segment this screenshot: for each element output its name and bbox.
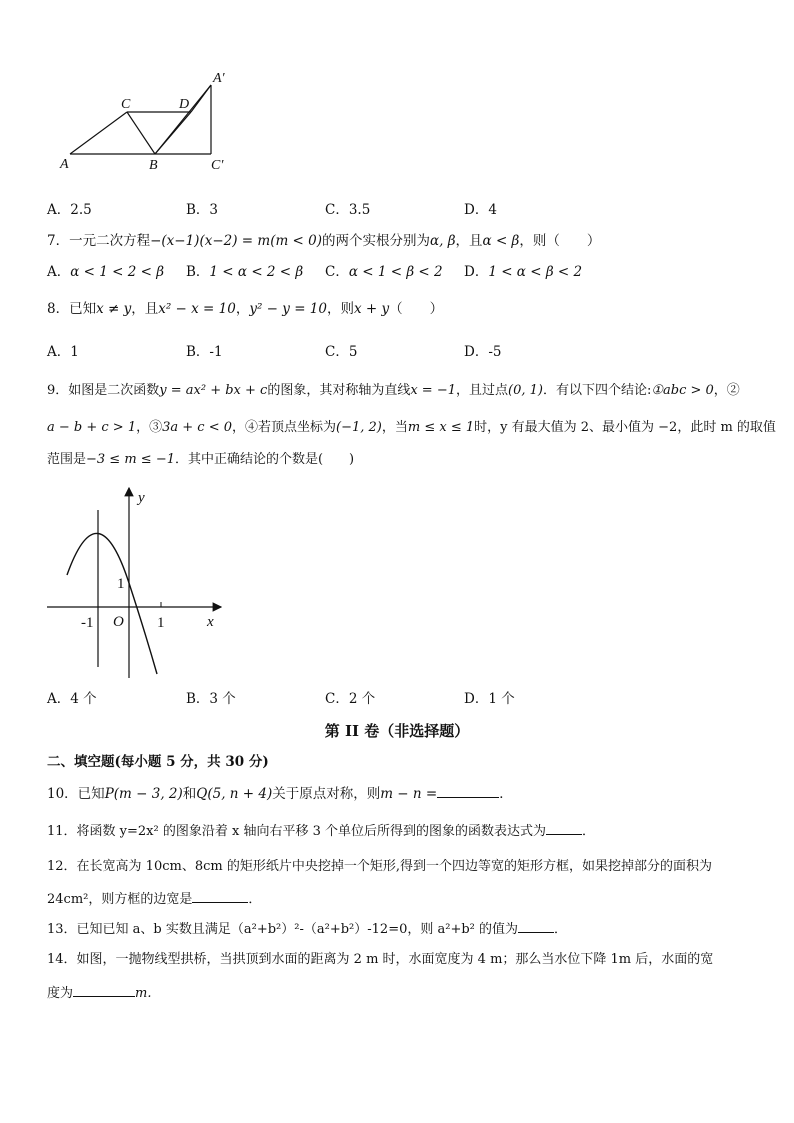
label-C-prime: C′ <box>211 158 224 173</box>
segment-B-Ap <box>155 85 211 154</box>
q8-option-b[interactable]: B．-1 <box>186 344 223 360</box>
q9-stem-line3: 范围是−3 ≤ m ≤ −1．其中正确结论的个数是( ) <box>47 452 355 467</box>
section2-title: 二、填空题(每小题 5 分，共 30 分) <box>47 754 269 770</box>
q8-option-d[interactable]: D．-5 <box>464 344 502 360</box>
q7-option-b[interactable]: B．1 < α < 2 < β <box>186 264 304 280</box>
q10-stem: 10．已知P(m − 3, 2)和Q(5, n + 4)关于原点对称，则m − n = ． <box>47 783 513 804</box>
label-C: C <box>121 97 131 112</box>
q13-answer-blank[interactable] <box>518 918 554 933</box>
q9-option-a[interactable]: A．4 个 <box>47 691 97 707</box>
label-A: A <box>60 157 69 172</box>
q13-stem: 13．已知已知 a、b 实数且满足（a²+b²）²-（a²+b²）-12=0，则 a²+b² 的值为 ． <box>47 918 567 940</box>
q14-stem-line1: 14．如图，一抛物线型拱桥，当拱顶到水面的距离为 2 m 时，水面宽度为 4 m；那么当水位下降 1m 后，水面的宽 <box>47 952 714 967</box>
q6-option-c[interactable]: C．3.5 <box>325 202 371 218</box>
q14-stem-line2: 度为 m. <box>47 982 151 1004</box>
part2-title: 第 II 卷（非选择题） <box>324 722 470 740</box>
q9-stem-line2: a − b + c > 1，③3a + c < 0，④若顶点坐标为(−1, 2)，当m ≤ x ≤ 1时，y 有最大值为 2、最小值为 −2，此时 m 的取值 <box>47 420 776 435</box>
q14-answer-blank[interactable] <box>73 982 135 997</box>
q6-option-a[interactable]: A．2.5 <box>47 202 92 218</box>
q12-stem-line1: 12．在长宽高为 10cm、8cm 的矩形纸片中央挖掉一个矩形,得到一个四边等宽的矩形方框，如果挖掉部分的面积为 <box>47 859 712 874</box>
parabola-curve <box>67 533 157 674</box>
q9-stem-line1: 9．如图是二次函数y = ax² + bx + c的图象，其对称轴为直线x = −1，且过点(0, 1)．有以下四个结论:①abc > 0，② <box>47 383 740 398</box>
parabola-graph <box>45 482 230 682</box>
q9-option-b[interactable]: B．3 个 <box>186 691 236 707</box>
origin-label: O <box>113 614 124 630</box>
q7-option-c[interactable]: C．α < 1 < β < 2 <box>325 264 443 280</box>
q8-option-c[interactable]: C．5 <box>325 344 358 360</box>
q7-option-a[interactable]: A．α < 1 < 2 < β <box>47 264 165 280</box>
q7-stem: 7．一元二次方程−(x−1)(x−2) = m(m < 0)的两个实根分别为α, β，且α < β，则（ ） <box>47 233 601 249</box>
q6-option-d[interactable]: D．4 <box>464 202 497 218</box>
q10-answer-blank[interactable] <box>437 783 499 798</box>
q8-option-a[interactable]: A．1 <box>47 344 79 360</box>
q9-option-d[interactable]: D．1 个 <box>464 691 515 707</box>
q12-stem-line2: 24cm²，则方框的边宽是 ． <box>47 888 261 910</box>
label-D: D <box>179 97 190 112</box>
segment-A-C <box>70 112 127 154</box>
x-tick-neg1-label: -1 <box>81 615 94 631</box>
q9-option-c[interactable]: C．2 个 <box>325 691 376 707</box>
label-A-prime: A′ <box>213 71 225 86</box>
x-tick-1-label: 1 <box>157 615 165 631</box>
x-axis-label: x <box>207 614 214 630</box>
q11-answer-blank[interactable] <box>546 820 582 835</box>
q12-answer-blank[interactable] <box>192 888 248 903</box>
segment-C-B <box>127 112 155 154</box>
y-axis-label: y <box>138 490 145 506</box>
q6-option-b[interactable]: B．3 <box>186 202 219 218</box>
q8-stem: 8．已知x ≠ y，且x² − x = 10，y² − y = 10，则x + y（ ） <box>47 301 444 317</box>
geometry-figure <box>55 68 245 178</box>
q7-option-d[interactable]: D．1 < α < β < 2 <box>464 264 583 280</box>
y-tick-1-label: 1 <box>117 576 125 592</box>
q11-stem: 11．将函数 y=2x² 的图象沿着 x 轴向右平移 3 个单位后所得到的图象的函数表达式为 ． <box>47 820 595 842</box>
label-B: B <box>149 158 158 173</box>
